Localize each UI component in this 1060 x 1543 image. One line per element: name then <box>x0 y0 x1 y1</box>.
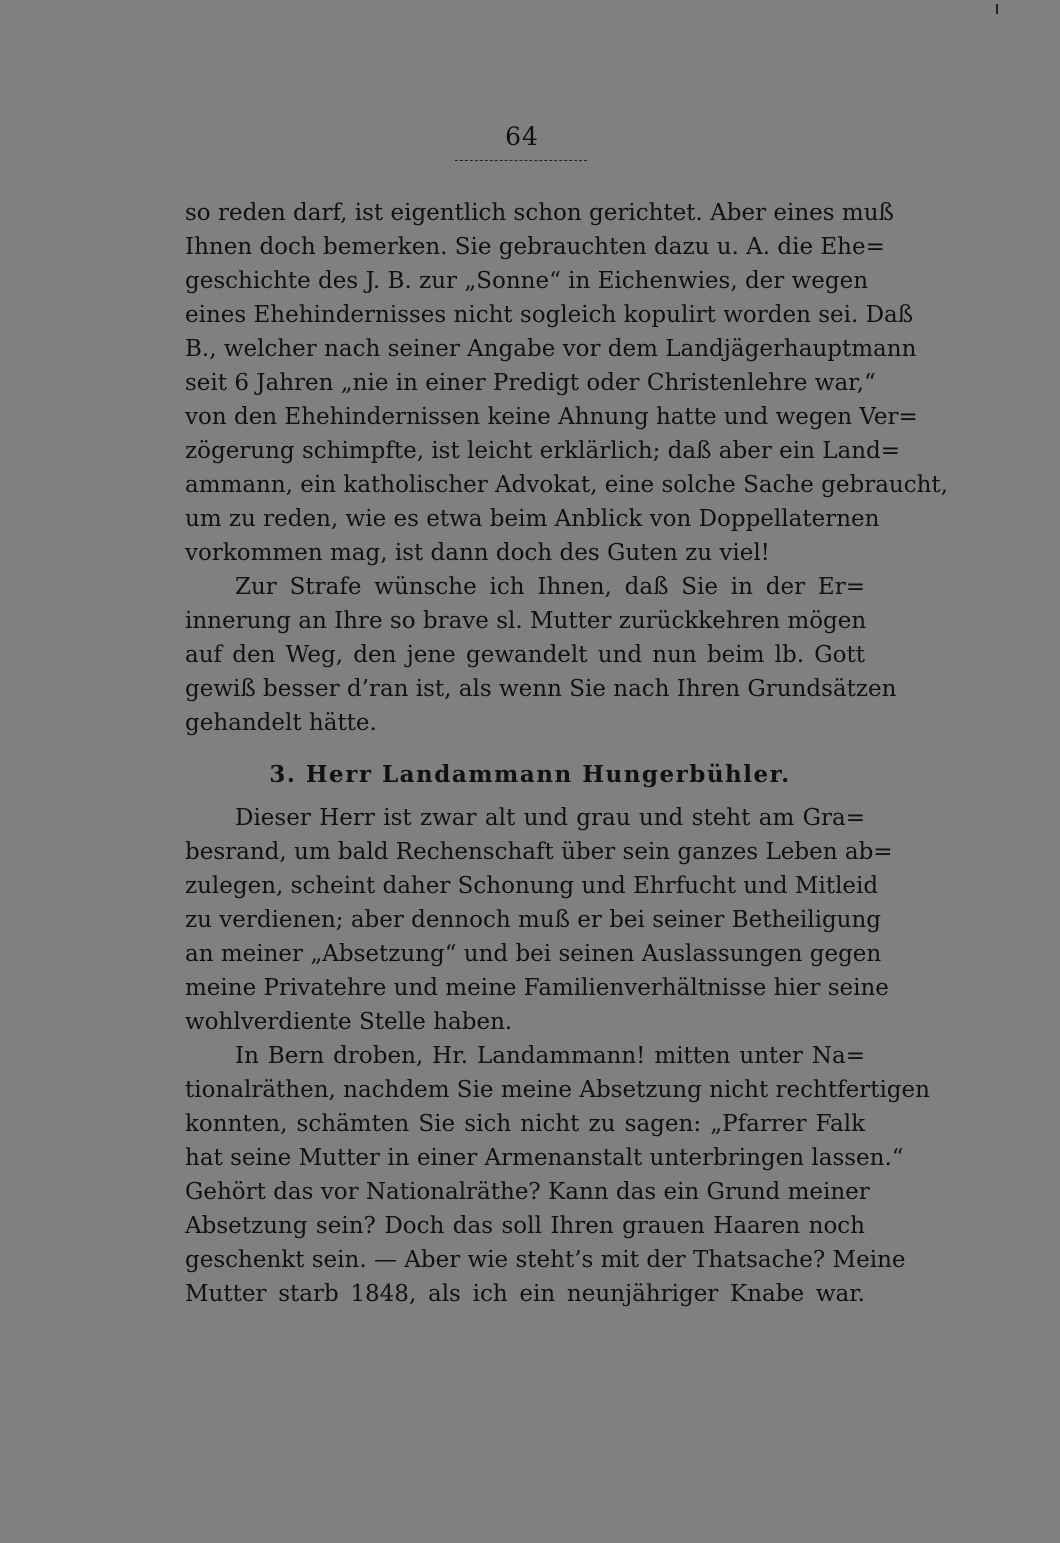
text-line: so reden darf, ist eigentlich schon gerichtet. Aber eines muß <box>185 200 894 226</box>
paragraph-3 <box>185 801 893 1039</box>
text-line: zögerung schimpfte, ist leicht erklärlich; daß aber ein Land= <box>185 438 901 464</box>
text-line: um zu reden, wie es etwa beim Anblick von Doppellaternen <box>185 506 880 532</box>
text-line: seit 6 Jahren „nie in einer Predigt oder Christenlehre war,“ <box>185 370 876 396</box>
text-line: meine Privatehre und meine Familienverhältnisse hier seine <box>185 975 889 1001</box>
text-line: ammann, ein katholischer Advokat, eine solche Sache gebraucht, <box>185 472 948 498</box>
paragraph-4 <box>185 1039 930 1311</box>
text-line: Mutter starb 1848, als ich ein neunjähriger Knabe war. <box>185 1281 865 1307</box>
text-line: tionalräthen, nachdem Sie meine Absetzung nicht rechtfertigen <box>185 1077 930 1103</box>
text-line: Gehört das vor Nationalräthe? Kann das ein Grund meiner <box>185 1179 870 1205</box>
text-line: Dieser Herr ist zwar alt und grau und steht am Gra= <box>235 805 865 831</box>
text-line: gehandelt hätte. <box>185 710 377 736</box>
text-line: eines Ehehindernisses nicht sogleich kopulirt worden sei. Daß <box>185 302 914 328</box>
text-line: besrand, um bald Rechenschaft über sein ganzes Leben ab= <box>185 839 893 865</box>
text-line: zu verdienen; aber dennoch muß er bei seiner Betheiligung <box>185 907 882 933</box>
text-line: gewiß besser d’ran ist, als wenn Sie nach Ihren Grundsätzen <box>185 676 897 702</box>
text-line: innerung an Ihre so brave sl. Mutter zurückkehren mögen <box>185 608 867 634</box>
text-line: vorkommen mag, ist dann doch des Guten zu viel! <box>185 540 770 566</box>
text-line: hat seine Mutter in einer Armenanstalt unterbringen lassen.“ <box>185 1145 904 1171</box>
paragraph-2 <box>185 570 897 740</box>
text-line: Absetzung sein? Doch das soll Ihren grauen Haaren noch <box>185 1213 865 1239</box>
section-heading: 3. Herr Landammann Hungerbühler. <box>269 761 791 788</box>
text-line: an meiner „Absetzung“ und bei seinen Auslassungen gegen <box>185 941 882 967</box>
text-line: auf den Weg, den jene gewandelt und nun beim lb. Gott <box>185 642 865 668</box>
text-line: konnten, schämten Sie sich nicht zu sagen: „Pfarrer Falk <box>185 1111 865 1137</box>
text-line: Zur Strafe wünsche ich Ihnen, daß Sie in der Er= <box>235 574 865 600</box>
text-line: B., welcher nach seiner Angabe vor dem Landjägerhauptmann <box>185 336 917 362</box>
text-line: von den Ehehindernissen keine Ahnung hatte und wegen Ver= <box>185 404 918 430</box>
page-number-rule <box>455 160 587 161</box>
text-line: zulegen, scheint daher Schonung und Ehrfucht und Mitleid <box>185 873 879 899</box>
text-line: In Bern droben, Hr. Landammann! mitten unter Na= <box>235 1043 865 1069</box>
text-line: geschichte des J. B. zur „Sonne“ in Eichenwies, der wegen <box>185 268 869 294</box>
text-line: wohlverdiente Stelle haben. <box>185 1009 513 1035</box>
text-line: Ihnen doch bemerken. Sie gebrauchten dazu u. A. die Ehe= <box>185 234 885 260</box>
page-edge-mark <box>996 4 998 14</box>
text-line: geschenkt sein. — Aber wie steht’s mit der Thatsache? Meine <box>185 1247 906 1273</box>
paragraph-1 <box>185 196 948 570</box>
page-number: 64 <box>505 122 539 151</box>
